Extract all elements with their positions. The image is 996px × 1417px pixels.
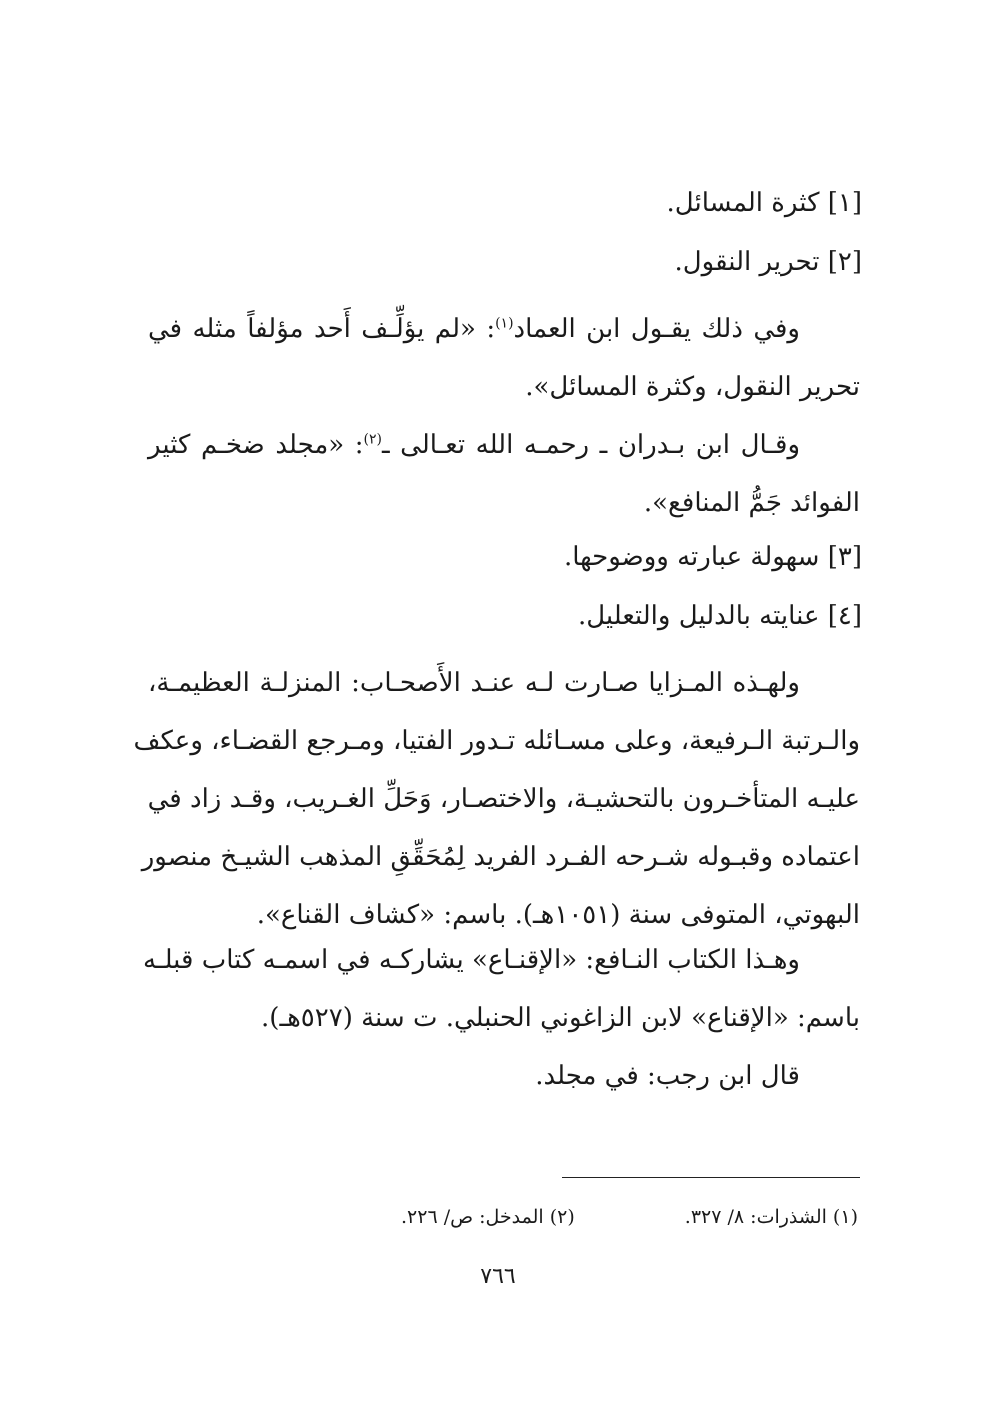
footnotes xyxy=(401,1202,858,1232)
footnote-1: (١) الشذرات: ٨/ ٣٢٧. xyxy=(684,1206,858,1228)
paragraph-line xyxy=(148,300,860,358)
paragraph-line: البهوتي، المتوفى سنة (١٠٥١هـ). باسم: «كشاف القناع». xyxy=(256,900,860,930)
paragraph-ibn-al-imad xyxy=(148,300,860,416)
footnote-ref-2: (٢) xyxy=(363,431,382,448)
list-item-4: [٤] عنايته بالدليل والتعليل. xyxy=(577,601,862,631)
paragraph-line: وهـذا الكتاب النـافع: «الإقنـاع» يشاركـه في اسمـه كتاب قبلـه xyxy=(143,945,800,975)
quote-intro: وفي ذلك يقـول ابن العماد xyxy=(513,314,800,344)
paragraph-line: الفوائد جَمُّ المنافع». xyxy=(643,488,860,518)
paragraph-line: اعتماده وقبـوله شـرحه الفـرد الفريد لِمُحَقِّقِ المذهب الشيـخ منصور xyxy=(141,842,860,872)
footnote-separator xyxy=(562,1177,860,1178)
paragraph-ibn-badran xyxy=(148,416,860,532)
paragraph-ibn-rajab xyxy=(148,1047,860,1105)
page-number: ٧٦٦ xyxy=(480,1264,516,1289)
quote-intro: وقـال ابن بـدران ـ رحمـه الله تعـالى ـ xyxy=(381,430,800,460)
quote-text: : «لم يؤلِّـف أَحد مؤلفاً مثله في xyxy=(148,314,496,344)
paragraph-line: عليـه المتأخـرون بالتحشيـة، والاختصـار، وَحَلِّ الغـريب، وقـد زاد في xyxy=(147,784,860,814)
list-item-3: [٣] سهولة عبارته ووضوحها. xyxy=(563,542,862,572)
footnote-ref-1: (١) xyxy=(495,315,514,332)
paragraph-line xyxy=(148,416,860,474)
list-item-2: [٢] تحرير النقول. xyxy=(674,247,862,277)
paragraph-line: باسم: «الإقناع» لابن الزاغوني الحنبلي. ت سنة (٥٢٧هـ). xyxy=(261,1003,860,1033)
paragraph-iqna xyxy=(143,931,860,1047)
paragraph-line: ولهـذه المـزايا صـارت لـه عنـد الأَصحـاب: المنزلـة العظيمـة، xyxy=(148,668,800,698)
quote-text: : «مجلد ضخـم كثير xyxy=(148,430,364,460)
paragraph-line: تحرير النقول، وكثرة المسائل». xyxy=(525,372,860,402)
footnote-2: (٢) المدخل: ص/ ٢٢٦. xyxy=(401,1206,575,1228)
list-item-1: [١] كثرة المسائل. xyxy=(666,188,862,218)
paragraph-line: والـرتبة الـرفيعة، وعلى مسـائله تـدور الفتيا، ومـرجع القضـاء، وعكف xyxy=(133,726,860,756)
paragraph-merits xyxy=(133,654,860,944)
paragraph-line: قال ابن رجب: في مجلد. xyxy=(535,1061,800,1091)
